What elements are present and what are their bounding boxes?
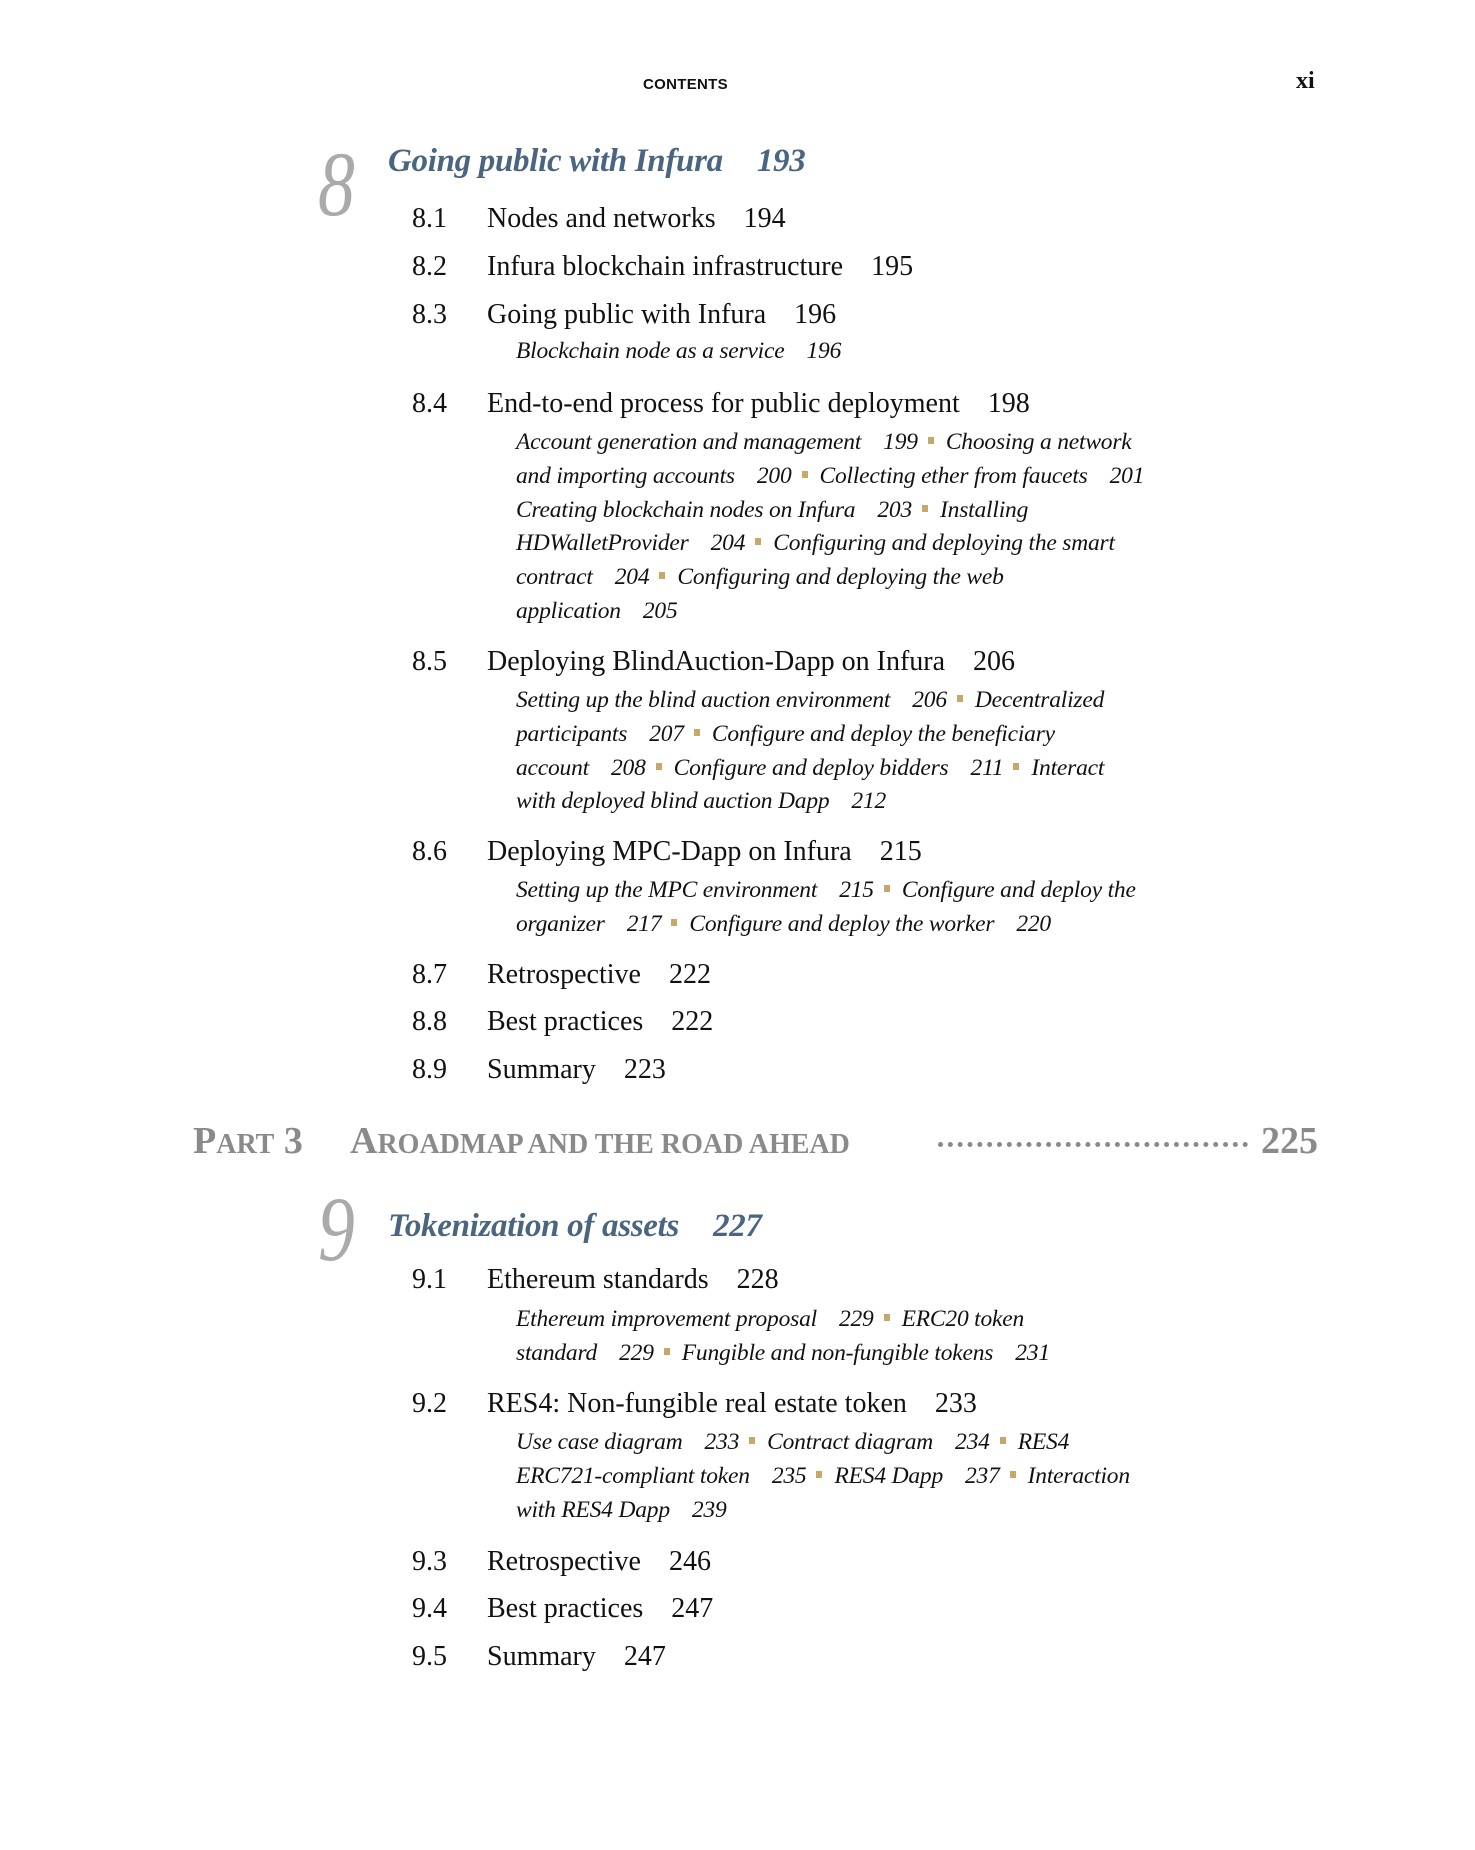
subtopic-page: 204 xyxy=(710,530,746,557)
subtopic-title[interactable]: application xyxy=(516,598,621,624)
subtopic-line xyxy=(516,496,1029,523)
section-page: 222 xyxy=(668,959,711,990)
section-title-text: Summary xyxy=(487,1641,596,1672)
section-page: 223 xyxy=(623,1054,666,1085)
subtopic-page: 229 xyxy=(838,1306,874,1332)
bullet-separator-icon xyxy=(671,919,677,926)
section-number: 8.3 xyxy=(412,299,447,330)
chapter-title-text: Tokenization of assets xyxy=(388,1208,680,1244)
section-number: 9.2 xyxy=(412,1388,447,1419)
bullet-separator-icon xyxy=(1013,763,1019,770)
section-number: 8.5 xyxy=(412,646,447,677)
subtopic-title[interactable]: account xyxy=(516,754,589,781)
subtopic-line xyxy=(516,462,1145,489)
subtopic-line xyxy=(516,1339,1050,1366)
section-title xyxy=(487,648,1015,676)
subtopic-title[interactable]: HDWalletProvider xyxy=(516,530,689,557)
section-number: 9.1 xyxy=(412,1264,447,1295)
section-title xyxy=(487,205,786,233)
subtopic-title[interactable]: Setting up the MPC environment xyxy=(516,877,818,903)
subtopic-page: 231 xyxy=(1015,1339,1050,1366)
section-title-text: Nodes and networks xyxy=(487,203,716,234)
dot-leader xyxy=(938,1142,1248,1147)
subtopic-page: 235 xyxy=(771,1462,807,1489)
subtopic-line xyxy=(516,1431,1069,1455)
subtopic-page: 215 xyxy=(839,877,874,903)
bullet-separator-icon xyxy=(1000,1437,1006,1444)
part-number: 3 xyxy=(283,1120,303,1162)
bullet-separator-icon xyxy=(957,695,963,702)
subtopic-title[interactable]: with deployed blind auction Dapp xyxy=(516,788,830,815)
section-title xyxy=(487,1548,711,1576)
part-label: PART 3 xyxy=(193,1120,303,1162)
subtopic-title[interactable]: participants xyxy=(516,720,628,747)
bullet-separator-icon xyxy=(664,1348,670,1355)
subtopic-title[interactable]: Creating blockchain nodes on Infura xyxy=(516,496,856,523)
subtopic-title[interactable]: Configure and deploy the beneficiary xyxy=(711,720,1055,747)
subtopic-line xyxy=(516,340,841,364)
section-title xyxy=(487,1266,779,1294)
section-number: 8.8 xyxy=(412,1006,447,1037)
subtopic-line xyxy=(516,689,1104,713)
bullet-separator-icon xyxy=(884,885,890,892)
subtopic-page: 204 xyxy=(614,564,650,591)
subtopic-title[interactable]: Decentralized xyxy=(974,687,1105,713)
section-title-text: End-to-end process for public deployment xyxy=(487,388,960,419)
section-title-text: Best practices xyxy=(487,1006,644,1037)
part-title: AROADMAP AND THE ROAD AHEAD xyxy=(350,1120,850,1162)
subtopic-page: 229 xyxy=(619,1339,654,1366)
section-page: 246 xyxy=(668,1546,711,1577)
section-page: 206 xyxy=(973,646,1016,677)
chapter-page: 227 xyxy=(713,1208,762,1244)
section-number: 8.2 xyxy=(412,251,447,282)
subtopic-line xyxy=(516,1462,1130,1489)
section-title-text: Going public with Infura xyxy=(487,299,767,330)
section-page: 195 xyxy=(871,251,914,282)
section-number: 9.5 xyxy=(412,1641,447,1672)
chapter-title[interactable] xyxy=(388,143,805,180)
chapter-number: 9 xyxy=(318,1178,355,1280)
subtopic-title[interactable]: Interact xyxy=(1031,754,1105,781)
subtopic-title[interactable]: Ethereum improvement proposal xyxy=(516,1306,817,1332)
section-title-text: Best practices xyxy=(487,1593,644,1624)
section-page: 247 xyxy=(671,1593,714,1624)
section-number: 9.4 xyxy=(412,1593,447,1624)
bullet-separator-icon xyxy=(816,1471,822,1478)
subtopic-page: 211 xyxy=(970,754,1004,781)
subtopic-title[interactable]: Choosing a network xyxy=(945,429,1132,455)
section-page: 194 xyxy=(743,203,786,234)
section-title-text: Deploying BlindAuction-Dapp on Infura xyxy=(487,646,946,677)
section-title xyxy=(487,1008,713,1036)
section-number: 8.4 xyxy=(412,388,447,419)
chapter-number: 8 xyxy=(318,133,355,235)
subtopic-title[interactable]: organizer xyxy=(516,910,605,937)
subtopic-page: 207 xyxy=(649,720,684,747)
bullet-separator-icon xyxy=(928,437,934,444)
subtopic-line xyxy=(516,600,678,624)
subtopic-page: 201 xyxy=(1109,462,1145,489)
subtopic-line xyxy=(516,790,886,814)
section-title xyxy=(487,1595,713,1623)
subtopic-title[interactable]: Configure and deploy bidders xyxy=(673,754,949,781)
subtopic-title[interactable]: Contract diagram xyxy=(767,1429,934,1455)
bullet-separator-icon xyxy=(884,1314,890,1321)
subtopic-title[interactable]: with RES4 Dapp xyxy=(516,1496,670,1523)
subtopic-title[interactable]: Setting up the blind auction environment xyxy=(516,687,891,713)
running-head: CONTENTS xyxy=(643,76,728,93)
subtopic-line xyxy=(516,532,1115,556)
chapter-title[interactable] xyxy=(388,1208,762,1245)
subtopic-title[interactable]: Blockchain node as a service xyxy=(516,338,785,364)
section-title xyxy=(487,838,922,866)
subtopic-title[interactable]: Configure and deploy the worker xyxy=(689,910,995,937)
subtopic-title[interactable]: Configure and deploy the xyxy=(901,877,1136,903)
bullet-separator-icon xyxy=(1010,1471,1016,1478)
section-title-text: Retrospective xyxy=(487,959,641,990)
bullet-separator-icon xyxy=(749,1437,755,1444)
subtopic-title[interactable]: RES4 Dapp xyxy=(834,1462,943,1489)
section-title xyxy=(487,253,913,281)
section-title-text: RES4: Non-fungible real estate token xyxy=(487,1388,907,1419)
bullet-separator-icon xyxy=(656,763,662,770)
section-page: 247 xyxy=(623,1641,666,1672)
section-title-text: Ethereum standards xyxy=(487,1264,709,1295)
subtopic-line xyxy=(516,910,1051,937)
section-page: 228 xyxy=(736,1264,779,1295)
subtopic-title[interactable]: Installing xyxy=(940,496,1029,523)
bullet-separator-icon xyxy=(922,505,928,512)
page-number: xi xyxy=(1296,68,1315,94)
subtopic-title[interactable]: Interaction xyxy=(1027,1462,1130,1489)
section-title xyxy=(487,390,1030,418)
subtopic-title[interactable]: Collecting ether from faucets xyxy=(819,462,1088,489)
chapter-title-text: Going public with Infura xyxy=(388,143,723,179)
subtopic-title[interactable]: ERC721-compliant token xyxy=(516,1462,750,1489)
subtopic-title[interactable]: Fungible and non-fungible tokens xyxy=(681,1339,994,1366)
section-number: 8.1 xyxy=(412,203,447,234)
subtopic-title[interactable]: RES4 xyxy=(1017,1429,1070,1455)
subtopic-page: 237 xyxy=(965,1462,1000,1489)
subtopic-page: 217 xyxy=(626,910,662,937)
section-title xyxy=(487,1390,977,1418)
bullet-separator-icon xyxy=(694,729,700,736)
subtopic-title[interactable]: ERC20 token xyxy=(901,1306,1025,1332)
subtopic-line xyxy=(516,1496,727,1523)
subtopic-title[interactable]: standard xyxy=(516,1339,598,1366)
subtopic-title[interactable]: Account generation and management xyxy=(516,429,862,455)
section-number: 9.3 xyxy=(412,1546,447,1577)
subtopic-title[interactable]: Use case diagram xyxy=(516,1429,683,1455)
subtopic-page: 239 xyxy=(691,1496,727,1523)
section-page: 198 xyxy=(987,388,1030,419)
section-title xyxy=(487,1056,666,1084)
subtopic-line xyxy=(516,720,1055,747)
subtopic-title[interactable]: Configuring and deploying the smart xyxy=(773,530,1115,557)
section-number: 8.9 xyxy=(412,1054,447,1085)
subtopic-page: 233 xyxy=(704,1429,740,1455)
section-title-text: Infura blockchain infrastructure xyxy=(487,251,844,282)
section-title xyxy=(487,1643,666,1671)
subtopic-page: 208 xyxy=(611,754,646,781)
section-page: 222 xyxy=(671,1006,714,1037)
subtopic-line xyxy=(516,566,1004,590)
bullet-separator-icon xyxy=(659,572,665,579)
section-title xyxy=(487,301,836,329)
section-number: 8.7 xyxy=(412,959,447,990)
subtopic-line xyxy=(516,431,1132,455)
subtopic-page: 200 xyxy=(756,462,792,489)
section-page: 215 xyxy=(879,836,922,867)
subtopic-title[interactable]: Configuring and deploying the web xyxy=(677,564,1004,591)
subtopic-line xyxy=(516,754,1105,781)
subtopic-page: 199 xyxy=(883,429,918,455)
part-page: 225 xyxy=(1261,1120,1318,1162)
subtopic-line xyxy=(516,879,1136,903)
section-title xyxy=(487,961,711,989)
section-number: 8.6 xyxy=(412,836,447,867)
subtopic-page: 206 xyxy=(912,687,947,713)
subtopic-page: 234 xyxy=(955,1429,990,1455)
subtopic-page: 220 xyxy=(1016,910,1051,937)
bullet-separator-icon xyxy=(802,471,808,478)
section-page: 233 xyxy=(934,1388,977,1419)
chapter-page: 193 xyxy=(756,143,806,179)
subtopic-line xyxy=(516,1308,1024,1332)
section-page: 196 xyxy=(794,299,837,330)
subtopic-title[interactable]: contract xyxy=(516,564,593,591)
subtopic-title[interactable]: and importing accounts xyxy=(516,462,735,489)
subtopic-page: 196 xyxy=(806,338,842,364)
subtopic-page: 212 xyxy=(851,788,887,815)
bullet-separator-icon xyxy=(755,538,761,545)
section-title-text: Summary xyxy=(487,1054,596,1085)
section-title-text: Deploying MPC-Dapp on Infura xyxy=(487,836,852,867)
section-title-text: Retrospective xyxy=(487,1546,641,1577)
subtopic-page: 205 xyxy=(642,598,678,624)
subtopic-page: 203 xyxy=(877,496,913,523)
